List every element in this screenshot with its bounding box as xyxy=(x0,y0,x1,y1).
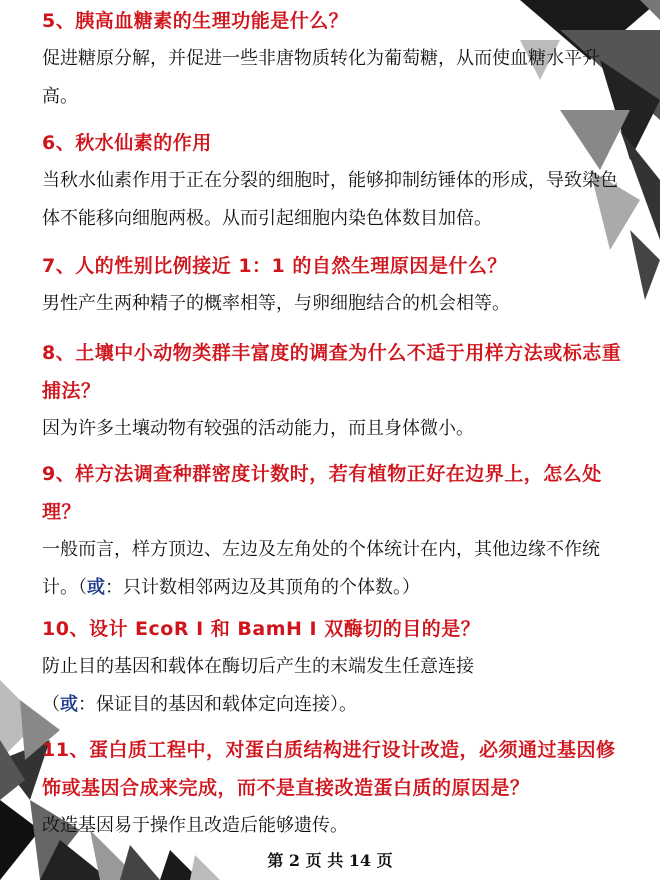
answer-10-alt xyxy=(42,686,632,724)
answer-9-text: 一般而言，样方顶边、左边及左角处的个体统计在内，其他边缘不作统计。（ xyxy=(42,539,600,598)
answer-10-alt-open: （ xyxy=(42,694,60,715)
qa-item-7 xyxy=(42,247,632,323)
answer-8: 因为许多土壤动物有较强的活动能力，而且身体微小。 xyxy=(42,418,474,439)
question-6: 6、秋水仙素的作用 xyxy=(42,132,212,154)
question-7: 7、人的性别比例接近 1：1 的自然生理原因是什么？ xyxy=(42,255,507,277)
question-10: 10、设计 EcoR I 和 BamH I 双酶切的目的是？ xyxy=(42,618,481,640)
question-9: 9、样方法调查种群密度计数时，若有植物正好在边界上，怎么处理？ xyxy=(42,463,602,523)
answer-10: 防止目的基因和载体在酶切后产生的末端发生任意连接 xyxy=(42,656,474,677)
answer-9 xyxy=(42,531,632,607)
question-5: 5、胰高血糖素的生理功能是什么？ xyxy=(42,10,349,32)
qa-item-6 xyxy=(42,124,632,238)
qa-item-8 xyxy=(42,334,632,448)
qa-item-9 xyxy=(42,455,632,607)
or-label: 或 xyxy=(60,694,78,715)
question-8: 8、土壤中小动物类群丰富度的调查为什么不适于用样方法或标志重捕法？ xyxy=(42,342,622,402)
answer-6: 当秋水仙素作用于正在分裂的细胞时，能够抑制纺锤体的形成，导致染色体不能移向细胞两极。从而引起细胞内染色体数目加倍。 xyxy=(42,170,618,229)
qa-item-10 xyxy=(42,610,632,724)
answer-9-alt: ：只计数相邻两边及其顶角的个体数。） xyxy=(105,577,420,598)
answer-10-alt-text: ：保证目的基因和载体定向连接）。 xyxy=(78,694,357,715)
page-footer: 第 2 页 共 14 页 xyxy=(267,851,393,870)
or-label: 或 xyxy=(87,577,105,598)
qa-item-5 xyxy=(42,2,632,116)
qa-item-11 xyxy=(42,731,632,845)
answer-5: 促进糖原分解，并促进一些非唐物质转化为葡萄糖，从而使血糖水平升高。 xyxy=(42,48,600,107)
answer-11: 改造基因易于操作且改造后能够遗传。 xyxy=(42,815,348,836)
answer-7: 男性产生两种精子的概率相等，与卵细胞结合的机会相等。 xyxy=(42,293,510,314)
question-11: 11、蛋白质工程中，对蛋白质结构进行设计改造，必须通过基因修饰或基因合成来完成，而不是直接改造蛋白质的原因是？ xyxy=(42,739,616,799)
